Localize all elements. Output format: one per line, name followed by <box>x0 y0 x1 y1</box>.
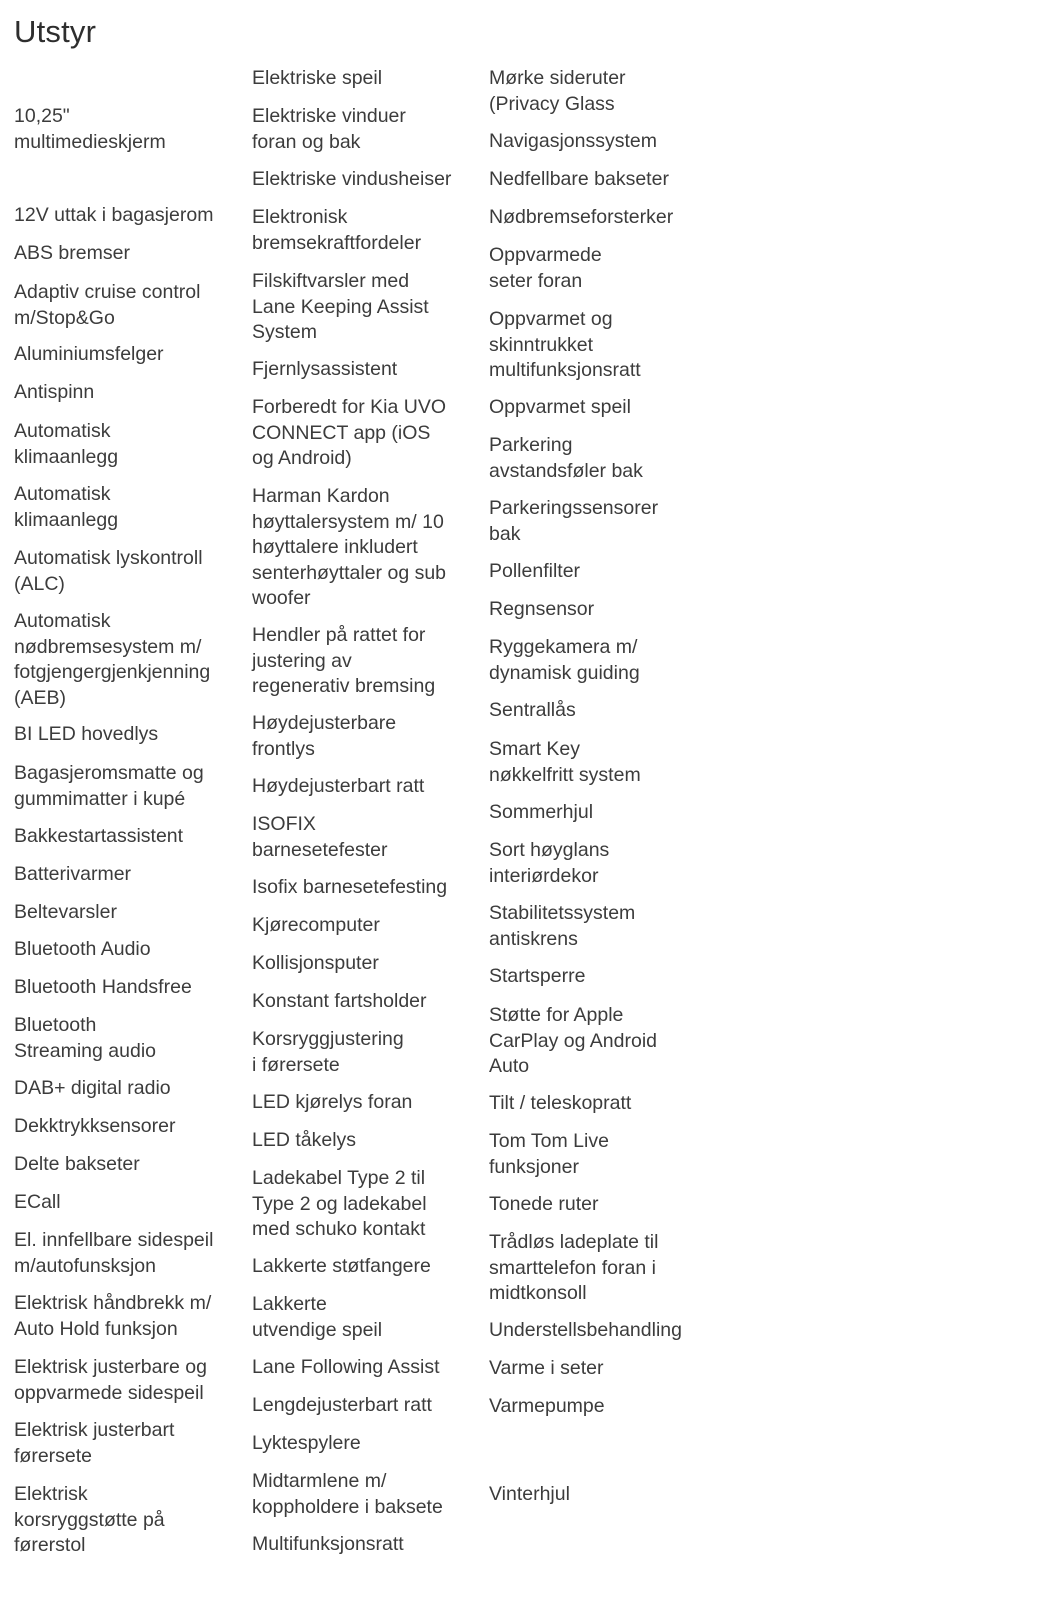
equipment-item: Fjernlysassistent <box>252 358 398 380</box>
equipment-item: Elektrisk korsryggstøtte på førerstol <box>14 1483 165 1556</box>
equipment-item: Aluminiumsfelger <box>14 343 164 365</box>
equipment-item: Trådløs ladeplate til smarttelefon foran i midtkonsoll <box>489 1231 659 1304</box>
page-title: Utstyr <box>14 14 97 49</box>
equipment-item: Elektronisk bremsekraftfordeler <box>252 206 422 254</box>
equipment-item: El. innfellbare sidespeil m/autofunsksjon <box>14 1229 214 1277</box>
equipment-item: Kjørecomputer <box>252 914 380 936</box>
equipment-item: Midtarmlene m/ koppholdere i baksete <box>252 1470 443 1518</box>
equipment-item: Vinterhjul <box>489 1483 570 1505</box>
equipment-item: Oppvarmet speil <box>489 396 631 418</box>
equipment-item: Sommerhjul <box>489 801 594 823</box>
equipment-item: Lengdejusterbart ratt <box>252 1394 432 1416</box>
equipment-item: Ladekabel Type 2 til Type 2 og ladekabel med schuko kontakt <box>252 1167 427 1240</box>
equipment-item: Kollisjonsputer <box>252 952 379 974</box>
equipment-item: Pollenfilter <box>489 560 581 582</box>
equipment-item: 10,25" multimedieskjerm <box>14 105 166 153</box>
equipment-item: Beltevarsler <box>14 901 117 923</box>
equipment-item: 12V uttak i bagasjerom <box>14 204 214 226</box>
equipment-item: Bluetooth Handsfree <box>14 976 192 998</box>
equipment-item: Regnsensor <box>489 598 595 620</box>
equipment-item: Automatisk klimaanlegg <box>14 483 119 531</box>
equipment-item: Parkeringssensorer bak <box>489 497 659 545</box>
equipment-item: ECall <box>14 1191 61 1213</box>
equipment-item: Korsryggjustering i førersete <box>252 1028 404 1076</box>
equipment-item: Bluetooth Streaming audio <box>14 1014 157 1062</box>
equipment-item: Smart Key nøkkelfritt system <box>489 738 641 786</box>
equipment-item: Varmepumpe <box>489 1395 605 1417</box>
equipment-item: Navigasjonssystem <box>489 130 657 152</box>
equipment-item: Delte bakseter <box>14 1153 140 1175</box>
equipment-item: Sentrallås <box>489 699 576 721</box>
equipment-item: Elektriske vindusheiser <box>252 168 452 190</box>
equipment-item: Nedfellbare bakseter <box>489 168 669 190</box>
equipment-item: Stabilitetssystem antiskrens <box>489 902 636 950</box>
equipment-item: ABS bremser <box>14 242 130 264</box>
equipment-item: Parkering avstandsføler bak <box>489 434 643 482</box>
equipment-item: Elektriske vinduer foran og bak <box>252 105 406 153</box>
equipment-item: Ryggekamera m/ dynamisk guiding <box>489 636 640 684</box>
equipment-item: Nødbremseforsterker <box>489 206 674 228</box>
equipment-item: Filskiftvarsler med Lane Keeping Assist System <box>252 270 429 343</box>
equipment-item: Oppvarmet og skinntrukket multifunksjonsratt <box>489 308 641 381</box>
equipment-item: Tonede ruter <box>489 1193 599 1215</box>
equipment-item: Bagasjeromsmatte og gummimatter i kupé <box>14 762 204 810</box>
equipment-item: Lakkerte utvendige speil <box>252 1293 383 1341</box>
equipment-item: Antispinn <box>14 381 95 403</box>
equipment-item: Bakkestartassistent <box>14 825 184 847</box>
equipment-item: Elektrisk justerbare og oppvarmede sidespeil <box>14 1356 207 1404</box>
equipment-item: Lane Following Assist <box>252 1356 440 1378</box>
equipment-item: Multifunksjonsratt <box>252 1533 404 1555</box>
equipment-item: Startsperre <box>489 965 586 987</box>
equipment-item: Hendler på rattet for justering av regenerativ bremsing <box>252 624 436 697</box>
equipment-item: Varme i seter <box>489 1357 604 1379</box>
equipment-item: Tom Tom Live funksjoner <box>489 1130 609 1178</box>
equipment-item: Automatisk klimaanlegg <box>14 420 119 468</box>
equipment-item: DAB+ digital radio <box>14 1077 171 1099</box>
equipment-item: Lyktespylere <box>252 1432 361 1454</box>
equipment-item: Batterivarmer <box>14 863 132 885</box>
equipment-item: Støtte for Apple CarPlay og Android Auto <box>489 1004 658 1077</box>
equipment-item: Elektrisk håndbrekk m/ Auto Hold funksjon <box>14 1292 212 1340</box>
equipment-item: Isofix barnesetefesting <box>252 876 448 898</box>
equipment-item: Dekktrykksensorer <box>14 1115 176 1137</box>
equipment-item: Bluetooth Audio <box>14 938 151 960</box>
equipment-item: Høydejusterbart ratt <box>252 775 425 797</box>
equipment-item: Understellsbehandling <box>489 1319 682 1341</box>
equipment-item: Elektrisk justerbart førersete <box>14 1419 175 1467</box>
equipment-item: Adaptiv cruise control m/Stop&Go <box>14 281 201 329</box>
equipment-item: Mørke sideruter (Privacy Glass <box>489 67 626 115</box>
equipment-item: LED kjørelys foran <box>252 1091 413 1113</box>
equipment-item: Harman Kardon høyttalersystem m/ 10 høyttalere inkludert senterhøyttaler og sub woofer <box>252 485 447 609</box>
equipment-item: BI LED hovedlys <box>14 723 159 745</box>
equipment-item: Oppvarmede seter foran <box>489 244 602 292</box>
equipment-item: ISOFIX barnesetefester <box>252 813 388 861</box>
equipment-item: Konstant fartsholder <box>252 990 427 1012</box>
equipment-item: Automatisk lyskontroll (ALC) <box>14 547 203 595</box>
equipment-item: Tilt / teleskopratt <box>489 1092 632 1114</box>
equipment-item: Lakkerte støtfangere <box>252 1255 431 1277</box>
equipment-item: Elektriske speil <box>252 67 383 89</box>
equipment-item: Forberedt for Kia UVO CONNECT app (iOS og Android) <box>252 396 446 469</box>
equipment-item: Automatisk nødbremsesystem m/ fotgjengergjenkjenning (AEB) <box>14 610 211 709</box>
equipment-item: LED tåkelys <box>252 1129 357 1151</box>
equipment-item: Sort høyglans interiørdekor <box>489 839 610 887</box>
equipment-item: Høydejusterbare frontlys <box>252 712 397 760</box>
